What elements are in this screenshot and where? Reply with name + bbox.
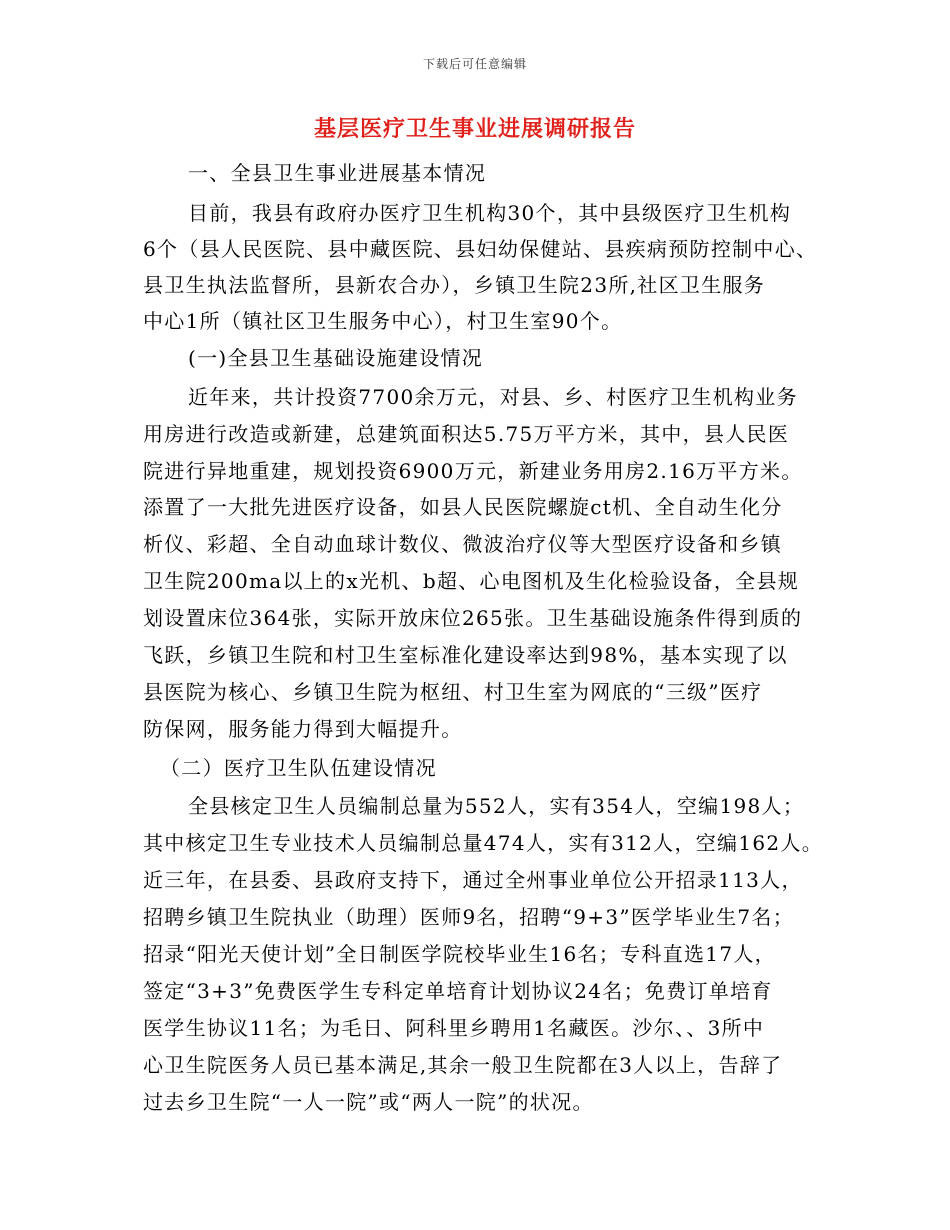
paragraph-line: 划设置床位364张，实际开放床位265张。卫生基础设施条件得到质的	[143, 606, 803, 630]
paragraph-line: 添置了一大批先进医疗设备，如县人民医院螺旋ct机、全自动生化分	[143, 495, 783, 519]
header-note: 下载后可任意编辑	[422, 57, 527, 71]
paragraph-line: 院进行异地重建，规划投资6900万元，新建业务用房2.16万平方米。	[143, 459, 803, 483]
paragraph-line: 目前，我县有政府办医疗卫生机构30个，其中县级医疗卫生机构	[188, 201, 792, 225]
paragraph-line: 招聘乡镇卫生院执业（助理）医师9名，招聘“9+3”医学毕业生7名；	[143, 905, 795, 929]
paragraph-line: 签定“3+3”免费医学生专科定单培育计划协议24名；免费订单培育	[143, 979, 773, 1003]
paragraph-line: 县卫生执法监督所，县新农合办），乡镇卫生院23所,社区卫生服务	[143, 273, 766, 297]
paragraph-line: 医学生协议11名；为毛日、阿科里乡聘用1名藏医。沙尔、、3所中	[143, 1016, 765, 1040]
document-title: 基层医疗卫生事业进展调研报告	[313, 116, 636, 142]
paragraph-line: 6个（县人民医院、县中藏医院、县妇幼保健站、县疾病预防控制中心、	[143, 237, 818, 261]
paragraph-line: 防保网，服务能力得到大幅提升。	[143, 717, 463, 741]
paragraph-line: 近年来，共计投资7700余万元，对县、乡、村医疗卫生机构业务	[188, 385, 798, 409]
subsection-heading: (一)全县卫生基础设施建设情况	[188, 346, 484, 370]
paragraph-line: 县医院为核心、乡镇卫生院为枢纽、村卫生室为网底的“三级”医疗	[143, 680, 763, 704]
paragraph-line: 中心1所（镇社区卫生服务中心），村卫生室90个。	[143, 309, 623, 333]
paragraph-line: 卫生院200ma以上的x光机、b超、心电图机及生化检验设备，全县规	[143, 569, 800, 593]
section-heading: 一、全县卫生事业进展基本情况	[188, 161, 487, 185]
paragraph-line: 全县核定卫生人员编制总量为552人，实有354人，空编198人；	[188, 794, 805, 818]
paragraph-line: 其中核定卫生专业技术人员编制总量474人，实有312人，空编162人。	[143, 831, 824, 855]
paragraph-line: 过去乡卫生院“一人一院”或“两人一院”的状况。	[143, 1090, 594, 1114]
paragraph-line: 心卫生院医务人员已基本满足,其余一般卫生院都在3人以上，告辞了	[143, 1053, 783, 1077]
subsection-heading: （二）医疗卫生队伍建设情况	[160, 756, 437, 780]
paragraph-line: 飞跃，乡镇卫生院和村卫生室标准化建设率达到98%，基本实现了以	[143, 643, 788, 667]
paragraph-line: 析仪、彩超、全自动血球计数仪、微波治疗仪等大型医疗设备和乡镇	[143, 532, 782, 556]
paragraph-line: 近三年，在县委、县政府支持下，通过全州事业单位公开招录113人，	[143, 868, 803, 892]
paragraph-line: 用房进行改造或新建，总建筑面积达5.75万平方米，其中，县人民医	[143, 422, 790, 446]
paragraph-line: 招录“阳光天使计划”全日制医学院校毕业生16名；专科直选17人，	[143, 942, 776, 966]
